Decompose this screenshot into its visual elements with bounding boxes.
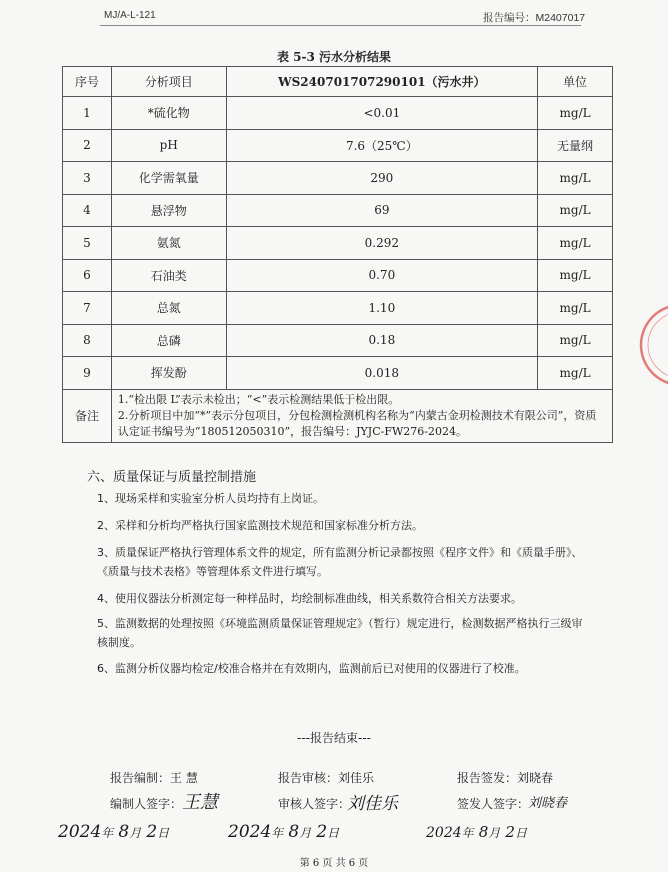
date-year: 2024 <box>58 822 102 842</box>
date-month-char: 月 <box>129 826 142 840</box>
date-month: 8 <box>478 823 489 841</box>
row-item: 挥发酚 <box>111 357 226 390</box>
row-unit: 无量纲 <box>538 129 613 162</box>
row-unit: mg/L <box>538 357 613 390</box>
section-title: 六、质量保证与质量控制措施 <box>87 470 257 485</box>
row-value: 290 <box>226 162 538 195</box>
row-item: pH <box>111 129 226 162</box>
qc-item-2: 2、采样和分析均严格执行国家监测技术规范和国家标准分析方法。 <box>97 519 423 532</box>
qc-item-4: 4、使用仪器法分析测定每一种样品时，均绘制标准曲线，相关系数符合相关方法要求。 <box>97 592 522 605</box>
table-row <box>63 259 613 292</box>
table-caption: 表 5-3 污水分析结果 <box>276 50 392 64</box>
row-no: 5 <box>63 227 112 260</box>
row-item: 氨氮 <box>111 227 226 260</box>
table-row <box>63 194 613 227</box>
row-value: <0.01 <box>226 97 538 130</box>
row-item: 总氮 <box>111 292 226 325</box>
table-header-row <box>63 67 613 97</box>
date-year-char: 年 <box>271 826 284 840</box>
notes-cell <box>111 389 612 442</box>
row-no: 7 <box>63 292 112 325</box>
compiler-name: 报告编制：王 慧 <box>110 771 198 785</box>
row-value: 69 <box>226 194 538 227</box>
row-item: *硫化物 <box>111 97 226 130</box>
issuer-sign-label: 签发人签字： <box>457 797 530 811</box>
seal-stamp <box>636 300 668 390</box>
row-no: 8 <box>63 324 112 357</box>
row-no: 4 <box>63 194 112 227</box>
qc-item-1: 1、现场采样和实验室分析人员均持有上岗证。 <box>97 492 324 505</box>
row-item: 化学需氧量 <box>111 162 226 195</box>
page-footer: 第 6 页 共 6 页 <box>299 858 369 869</box>
date-month: 8 <box>288 822 300 842</box>
table-row <box>63 292 613 325</box>
row-no: 3 <box>63 162 112 195</box>
date-day: 2 <box>505 823 515 841</box>
results-table <box>62 66 613 443</box>
reviewer-name: 报告审核：刘佳乐 <box>278 771 375 785</box>
note-1: 1.“检出限 L”表示未检出；“<”表示检测结果低于检出限。 <box>117 392 400 406</box>
table-row <box>63 324 613 357</box>
qc-item-6: 6、监测分析仪器均检定/校准合格并在有效期内，监测前后已对使用的仪器进行了校准。 <box>97 662 526 675</box>
row-no: 9 <box>63 357 112 390</box>
row-unit: mg/L <box>538 324 613 357</box>
row-item: 悬浮物 <box>111 194 226 227</box>
report-end-marker: ---报告结束--- <box>297 731 371 745</box>
table-row <box>63 227 613 260</box>
compiler-date <box>58 822 169 842</box>
row-unit: mg/L <box>538 162 613 195</box>
note-2: 2.分析项目中加“*”表示分包项目，分包检测检测机构名称为“内蒙古金玥检测技术有限公司”，资质认定证书编号为“180512050310”，报告编号：JYJC-FW276-2024。 <box>117 408 597 438</box>
issuer-name: 报告签发：刘晓春 <box>457 771 554 785</box>
header-sample: WS240701707290101（污水井） <box>226 67 538 97</box>
date-year-char: 年 <box>101 826 114 840</box>
notes-row <box>63 389 613 442</box>
document-code: MJ/A-L-121 <box>104 10 156 21</box>
compiler-sign-label: 编制人签字： <box>110 797 183 811</box>
table-row <box>63 129 613 162</box>
date-year: 2024 <box>426 825 462 841</box>
header-divider <box>100 25 581 26</box>
date-month-char: 月 <box>488 826 501 840</box>
qc-item-5: 5、监测数据的处理按照《环境监测质量保证管理规定》（暂行）规定进行，检测数据严格执行三级审核制度。 <box>97 617 583 649</box>
notes-label: 备注 <box>63 389 112 442</box>
date-year-char: 年 <box>461 826 474 840</box>
date-month-char: 月 <box>299 826 312 840</box>
date-month: 8 <box>118 822 130 842</box>
page-header <box>0 0 668 30</box>
row-value: 7.6（25℃） <box>226 129 538 162</box>
row-value: 0.18 <box>226 324 538 357</box>
row-value: 1.10 <box>226 292 538 325</box>
date-year: 2024 <box>228 822 272 842</box>
header-no: 序号 <box>63 67 112 97</box>
row-unit: mg/L <box>538 259 613 292</box>
row-value: 0.70 <box>226 259 538 292</box>
row-value: 0.292 <box>226 227 538 260</box>
row-no: 6 <box>63 259 112 292</box>
row-no: 1 <box>63 97 112 130</box>
issuer-signature: 刘晓春 <box>528 796 568 811</box>
row-unit: mg/L <box>538 97 613 130</box>
issuer-date <box>426 822 527 841</box>
table-row <box>63 357 613 390</box>
row-unit: mg/L <box>538 227 613 260</box>
report-number: 报告编号：M2407017 <box>483 12 586 24</box>
reviewer-signature: 刘佳乐 <box>347 794 398 814</box>
row-no: 2 <box>63 129 112 162</box>
row-item: 石油类 <box>111 259 226 292</box>
reviewer-date <box>228 822 339 842</box>
date-day-char: 日 <box>514 826 527 840</box>
date-day: 2 <box>316 822 328 842</box>
table-row <box>63 97 613 130</box>
row-unit: mg/L <box>538 292 613 325</box>
row-value: 0.018 <box>226 357 538 390</box>
row-unit: mg/L <box>538 194 613 227</box>
date-day-char: 日 <box>157 826 170 840</box>
row-item: 总磷 <box>111 324 226 357</box>
date-day-char: 日 <box>327 826 340 840</box>
table-row <box>63 162 613 195</box>
date-day: 2 <box>146 822 158 842</box>
qc-item-3: 3、质量保证严格执行管理体系文件的规定，所有监测分析记录都按照《程序文件》和《质量手册》、《质量与技术表格》等管理体系文件进行填写。 <box>97 546 583 578</box>
header-item: 分析项目 <box>111 67 226 97</box>
compiler-signature: 王慧 <box>182 792 218 813</box>
header-unit: 单位 <box>538 67 613 97</box>
reviewer-sign-label: 审核人签字： <box>278 797 351 811</box>
